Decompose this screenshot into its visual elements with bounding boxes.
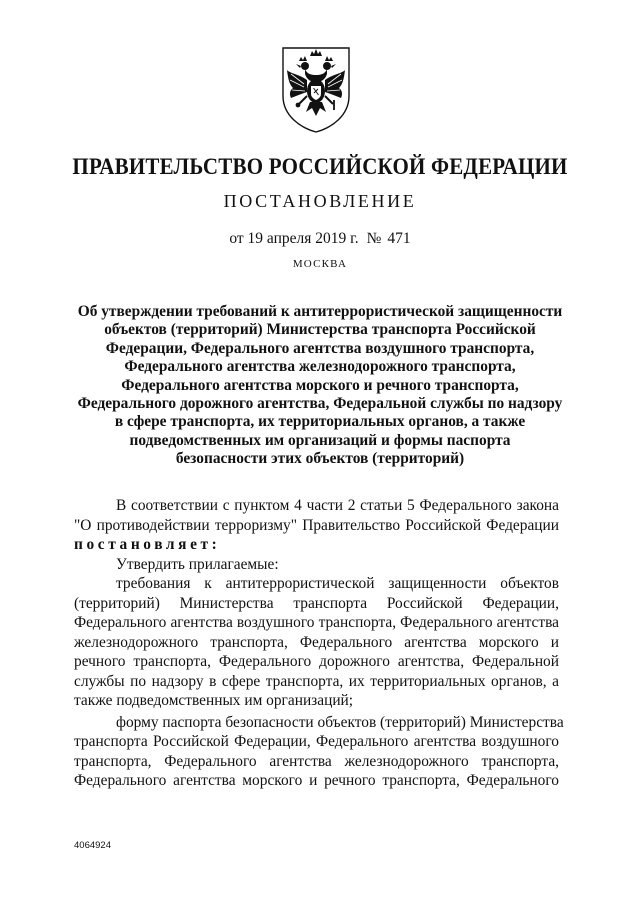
body-line: службы по надзору в сфере транспорта, их территориальных органов, а — [74, 672, 559, 690]
heading-line: Федерального агентства морского и речного транспорта, — [121, 376, 519, 394]
heading-line: Федерального агентства железнодорожного транспорта, — [124, 358, 516, 376]
body-line: В соответствии с пунктом 4 части 2 статьи 5 Федерального закона — [116, 497, 559, 514]
body-line: Федерального агентства морского и речного транспорта, Федерального — [74, 772, 559, 789]
heading-line: объектов (территорий) Министерства транспорта Российской — [104, 321, 536, 339]
heading-line: в сфере транспорта, их территориальных органов, а также — [114, 413, 526, 431]
body-line: форму паспорта безопасности объектов (территорий) Министерства — [116, 713, 564, 731]
document-type: ПОСТАНОВЛЕНИЕ — [223, 191, 417, 211]
body-line: также подведомственных им организаций; — [74, 692, 354, 709]
coat-of-arms-icon — [279, 44, 353, 134]
body-line: железнодорожного транспорта, Федерального агентства морского и — [74, 633, 559, 651]
document-heading — [60, 303, 580, 469]
document-code: 4064924 — [74, 840, 111, 851]
body-line: транспорта, Федерального агентства железнодорожного транспорта, — [74, 752, 559, 770]
number-label: № — [366, 230, 382, 247]
heading-line: безопасности этих объектов (территорий) — [175, 450, 465, 468]
decree-word: постановляет: — [74, 536, 221, 553]
heading-line: Об утверждении требований к антитеррористической защищенности — [77, 303, 563, 320]
government-title: ПРАВИТЕЛЬСТВО РОССИЙСКОЙ ФЕДЕРАЦИИ — [72, 152, 568, 180]
heading-line: Федерации, Федерального агентства воздушного транспорта, — [105, 339, 535, 357]
heading-line: подведомственных им организаций и формы паспорта — [129, 431, 511, 449]
body-line: "О противодействии терроризму" Правительство Российской Федерации — [74, 516, 559, 534]
document-date: от 19 апреля 2019 г. — [229, 230, 359, 247]
city: МОСКВА — [292, 258, 348, 270]
body-line: (территорий) Министерства транспорта Российской Федерации, — [74, 594, 559, 612]
document-body — [74, 496, 564, 791]
body-line: транспорта Российской Федерации, Федерального агентства воздушного — [74, 733, 559, 750]
date-number-line — [0, 230, 640, 248]
body-line: Утвердить прилагаемые: — [116, 555, 279, 573]
body-line: речного транспорта, Федерального дорожного агентства, Федеральной — [74, 653, 559, 670]
body-line: требования к антитеррористической защищенности объектов — [116, 575, 559, 592]
body-line: Федерального агентства воздушного транспорта, Федерального агентства — [74, 614, 559, 631]
heading-line: Федерального дорожного агентства, Федеральной службы по надзору — [77, 395, 563, 413]
document-number: 471 — [387, 230, 411, 247]
